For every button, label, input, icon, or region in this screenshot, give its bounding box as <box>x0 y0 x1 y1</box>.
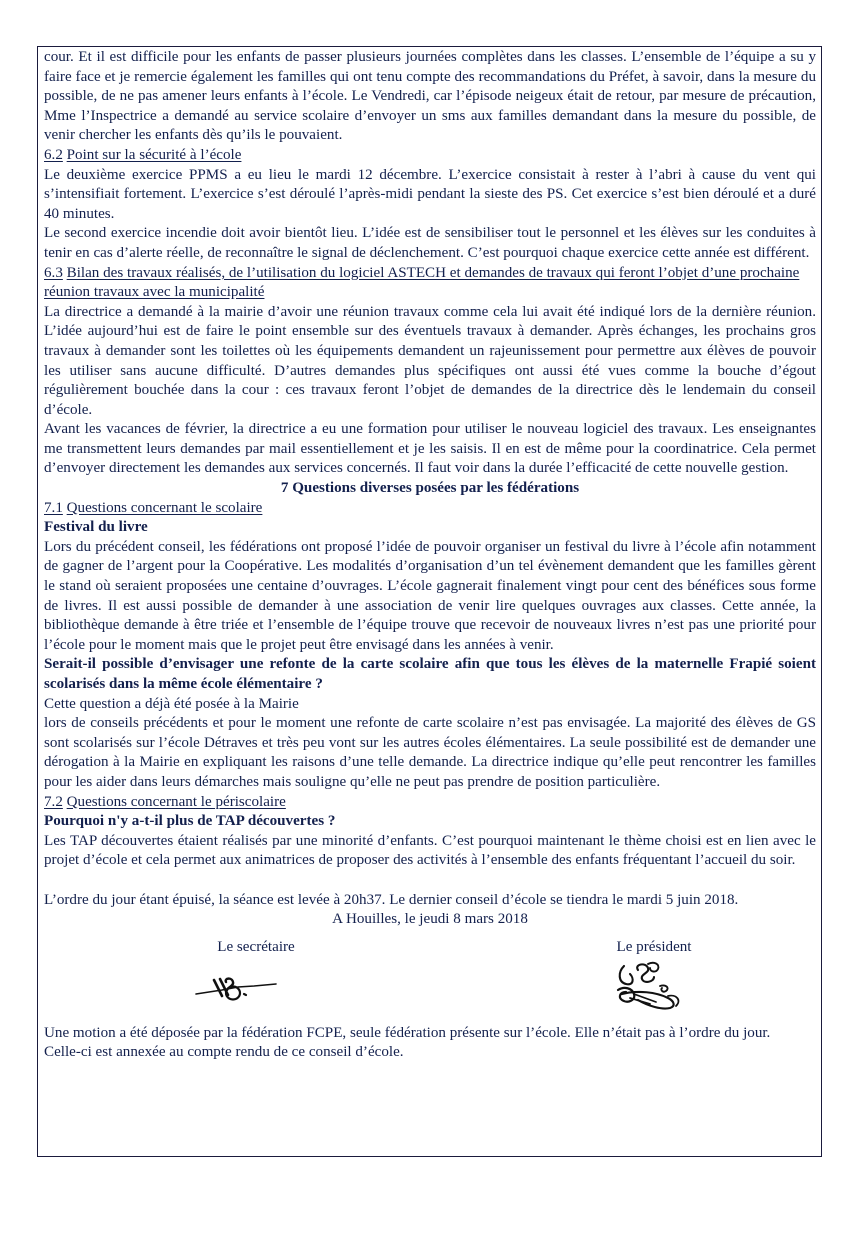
spacer-before-closing <box>44 871 816 891</box>
paragraph-ppms-exercise: Le deuxième exercice PPMS a eu lieu le mardi 12 décembre. L’exercice consistait à rester à l’abri à cause du vent qui s’intensifiait fortement. L’exercice s’est déroulé l’après-midi pendant la sieste des PS. Cet exercice s’est bien déroulé et a duré 40 minutes. <box>44 166 816 222</box>
heading-6-2-title: Point sur la sécurité à l’école <box>66 146 242 163</box>
paragraph-closing-statement: L’ordre du jour étant épuisé, la séance est levée à 20h37. Le dernier conseil d’école se tiendra le mardi 5 juin 2018. <box>44 891 739 908</box>
heading-section-7: 7 Questions diverses posées par les fédérations <box>280 480 580 497</box>
heading-6-3 <box>44 264 816 303</box>
paragraph-carte-scolaire-intro: Cette question a déjà été posée à la Mairie <box>44 695 299 712</box>
signature-row <box>44 938 816 1024</box>
paragraph-works-second: Avant les vacances de février, la directrice a eu une formation pour utiliser le nouveau logiciel des travaux. Les enseignantes me transmettent leurs demandes par mail essentiellement et je les saisis. Il en est de même pour la coordinatrice. Cela permet d’envoyer directement les demandes aux services concernés. Il faut voir dans la durée l’efficacité de cette nouvelle gestion. <box>44 421 816 477</box>
paragraph-tap-answer: Les TAP découvertes étaient réalisés par une minorité d’enfants. C’est pourquoi maintenant le thème choisi est en lien avec le projet d’école et cela permet aux animatrices de proposer des activités à l’ensemble des enfants fréquentant l’accueil du soir. <box>44 832 816 869</box>
heading-6-3-title: Bilan des travaux réalisés, de l’utilisation du logiciel ASTECH et demandes de travaux qui feront l’objet d’une prochaine réunion travaux avec la municipalité <box>44 264 800 301</box>
paragraph-fire-exercise: Le second exercice incendie doit avoir bientôt lieu. L’idée est de sensibiliser tout le personnel et les élèves sur les conduites à tenir en cas d’alerte réelle, de reconnaître le signal de déclenchement. C’est pourquoi chaque exercice cette année est différent. <box>44 225 816 261</box>
question-carte-scolaire: Serait-il possible d’envisager une refonte de la carte scolaire afin que tous les élèves de la maternelle Frapié soient scolarisés dans la même école élémentaire ? <box>44 656 816 692</box>
heading-7-1-title: Questions concernant le scolaire <box>66 499 263 516</box>
heading-7-2 <box>44 793 816 813</box>
heading-6-3-number: 6.3 <box>44 264 63 281</box>
paragraph-motion-annex: Celle-ci est annexée au compte rendu de ce conseil d’école. <box>44 1044 404 1061</box>
paragraph-intro-continuation: cour. Et il est difficile pour les enfants de passer plusieurs journées complètes dans les classes. L’ensemble de l’équipe a su y faire face et je remercie également les familles qui ont tenu compte des recommandations du Préfet, à savoir, dans la mesure du possible, de ne pas amener leurs enfants à l’école. Le Vendredi, car l’épisode neigeux était de retour, par mesure de précaution, Mme l’Inspectrice a demandé au service scolaire d’envoyer un sms aux familles demandant dans la mesure du possible, de venir chercher les enfants dès qu’ils le pouvaient. <box>44 49 816 144</box>
signature-label-secretary: Le secrétaire <box>217 938 295 955</box>
paragraph-place-and-date: A Houilles, le jeudi 8 mars 2018 <box>332 911 528 928</box>
paragraph-motion-fcpe: Une motion a été déposée par la fédération FCPE, seule fédération présente sur l’école. Elle n’était pas à l’ordre du jour. <box>44 1024 771 1041</box>
heading-7-1-number: 7.1 <box>44 499 63 516</box>
heading-7-1 <box>44 499 816 519</box>
signature-mark-secretary <box>192 970 312 1010</box>
paragraph-works-first: La directrice a demandé à la mairie d’avoir une réunion travaux comme cela lui avait été indiqué lors de la dernière réunion. L’idée aujourd’hui est de faire le point ensemble sur des éventuels travaux à demander. Après échanges, les prochains gros travaux à demander sont les toilettes où les équipements demandent un rajeunissement pour permettre aux élèves de pouvoir les utiliser sans aucune difficulté. D’autres demandes plus spécifiques ont aussi été vues comme la bouche d’égout régulièrement bouchée dans la cour : ces travaux feront l’objet de demandes de la directrice dès le lendemain du conseil d’école. <box>44 303 816 418</box>
signature-label-president: Le président <box>616 938 692 955</box>
paragraph-festival-du-livre: Lors du précédent conseil, les fédérations ont proposé l’idée de pouvoir organiser un festival du livre à l’école afin notamment de gagner de l’argent pour la Coopérative. Les modalités d’organisation d’un tel évènement demandent que les familles gèrent le stand où seraient proposées une centaine d’ouvrages. L’école gagnerait finalement vingt pour cent des bénéfices sous forme de livres. Il est aussi possible de demander à une association de venir lire quelques ouvrages aux classes. Cette année, la bibliothèque demande à être triée et l’ensemble de l’équipe trouve que recevoir de nouveaux livres n’est pas une priorité pour l’école pour le moment mais que le projet peut être envisagé dans les années à venir. <box>44 538 816 653</box>
signature-mark-president <box>604 960 714 1016</box>
heading-7-2-number: 7.2 <box>44 793 63 810</box>
heading-7-2-title: Questions concernant le périscolaire <box>66 793 286 810</box>
heading-6-2 <box>44 146 816 166</box>
heading-6-2-number: 6.2 <box>44 146 63 163</box>
heading-festival-du-livre: Festival du livre <box>44 519 148 536</box>
paragraph-carte-scolaire-answer: lors de conseils précédents et pour le moment une refonte de carte scolaire n’est pas envisagée. La majorité des élèves de GS sont scolarisés sur l’école Détraves et très peu vont sur les autres écoles élémentaires. La seule possibilité est de demander une dérogation à la Mairie en expliquant les raisons d’une telle demande. La directrice indique qu’elle peut rencontrer les familles pour les aider dans leurs démarches mais souligne qu’elle ne peut pas prendre de position particulière. <box>44 715 816 790</box>
document-body <box>44 48 816 1063</box>
question-tap-decouvertes: Pourquoi n'y a-t-il plus de TAP découvertes ? <box>44 813 336 830</box>
